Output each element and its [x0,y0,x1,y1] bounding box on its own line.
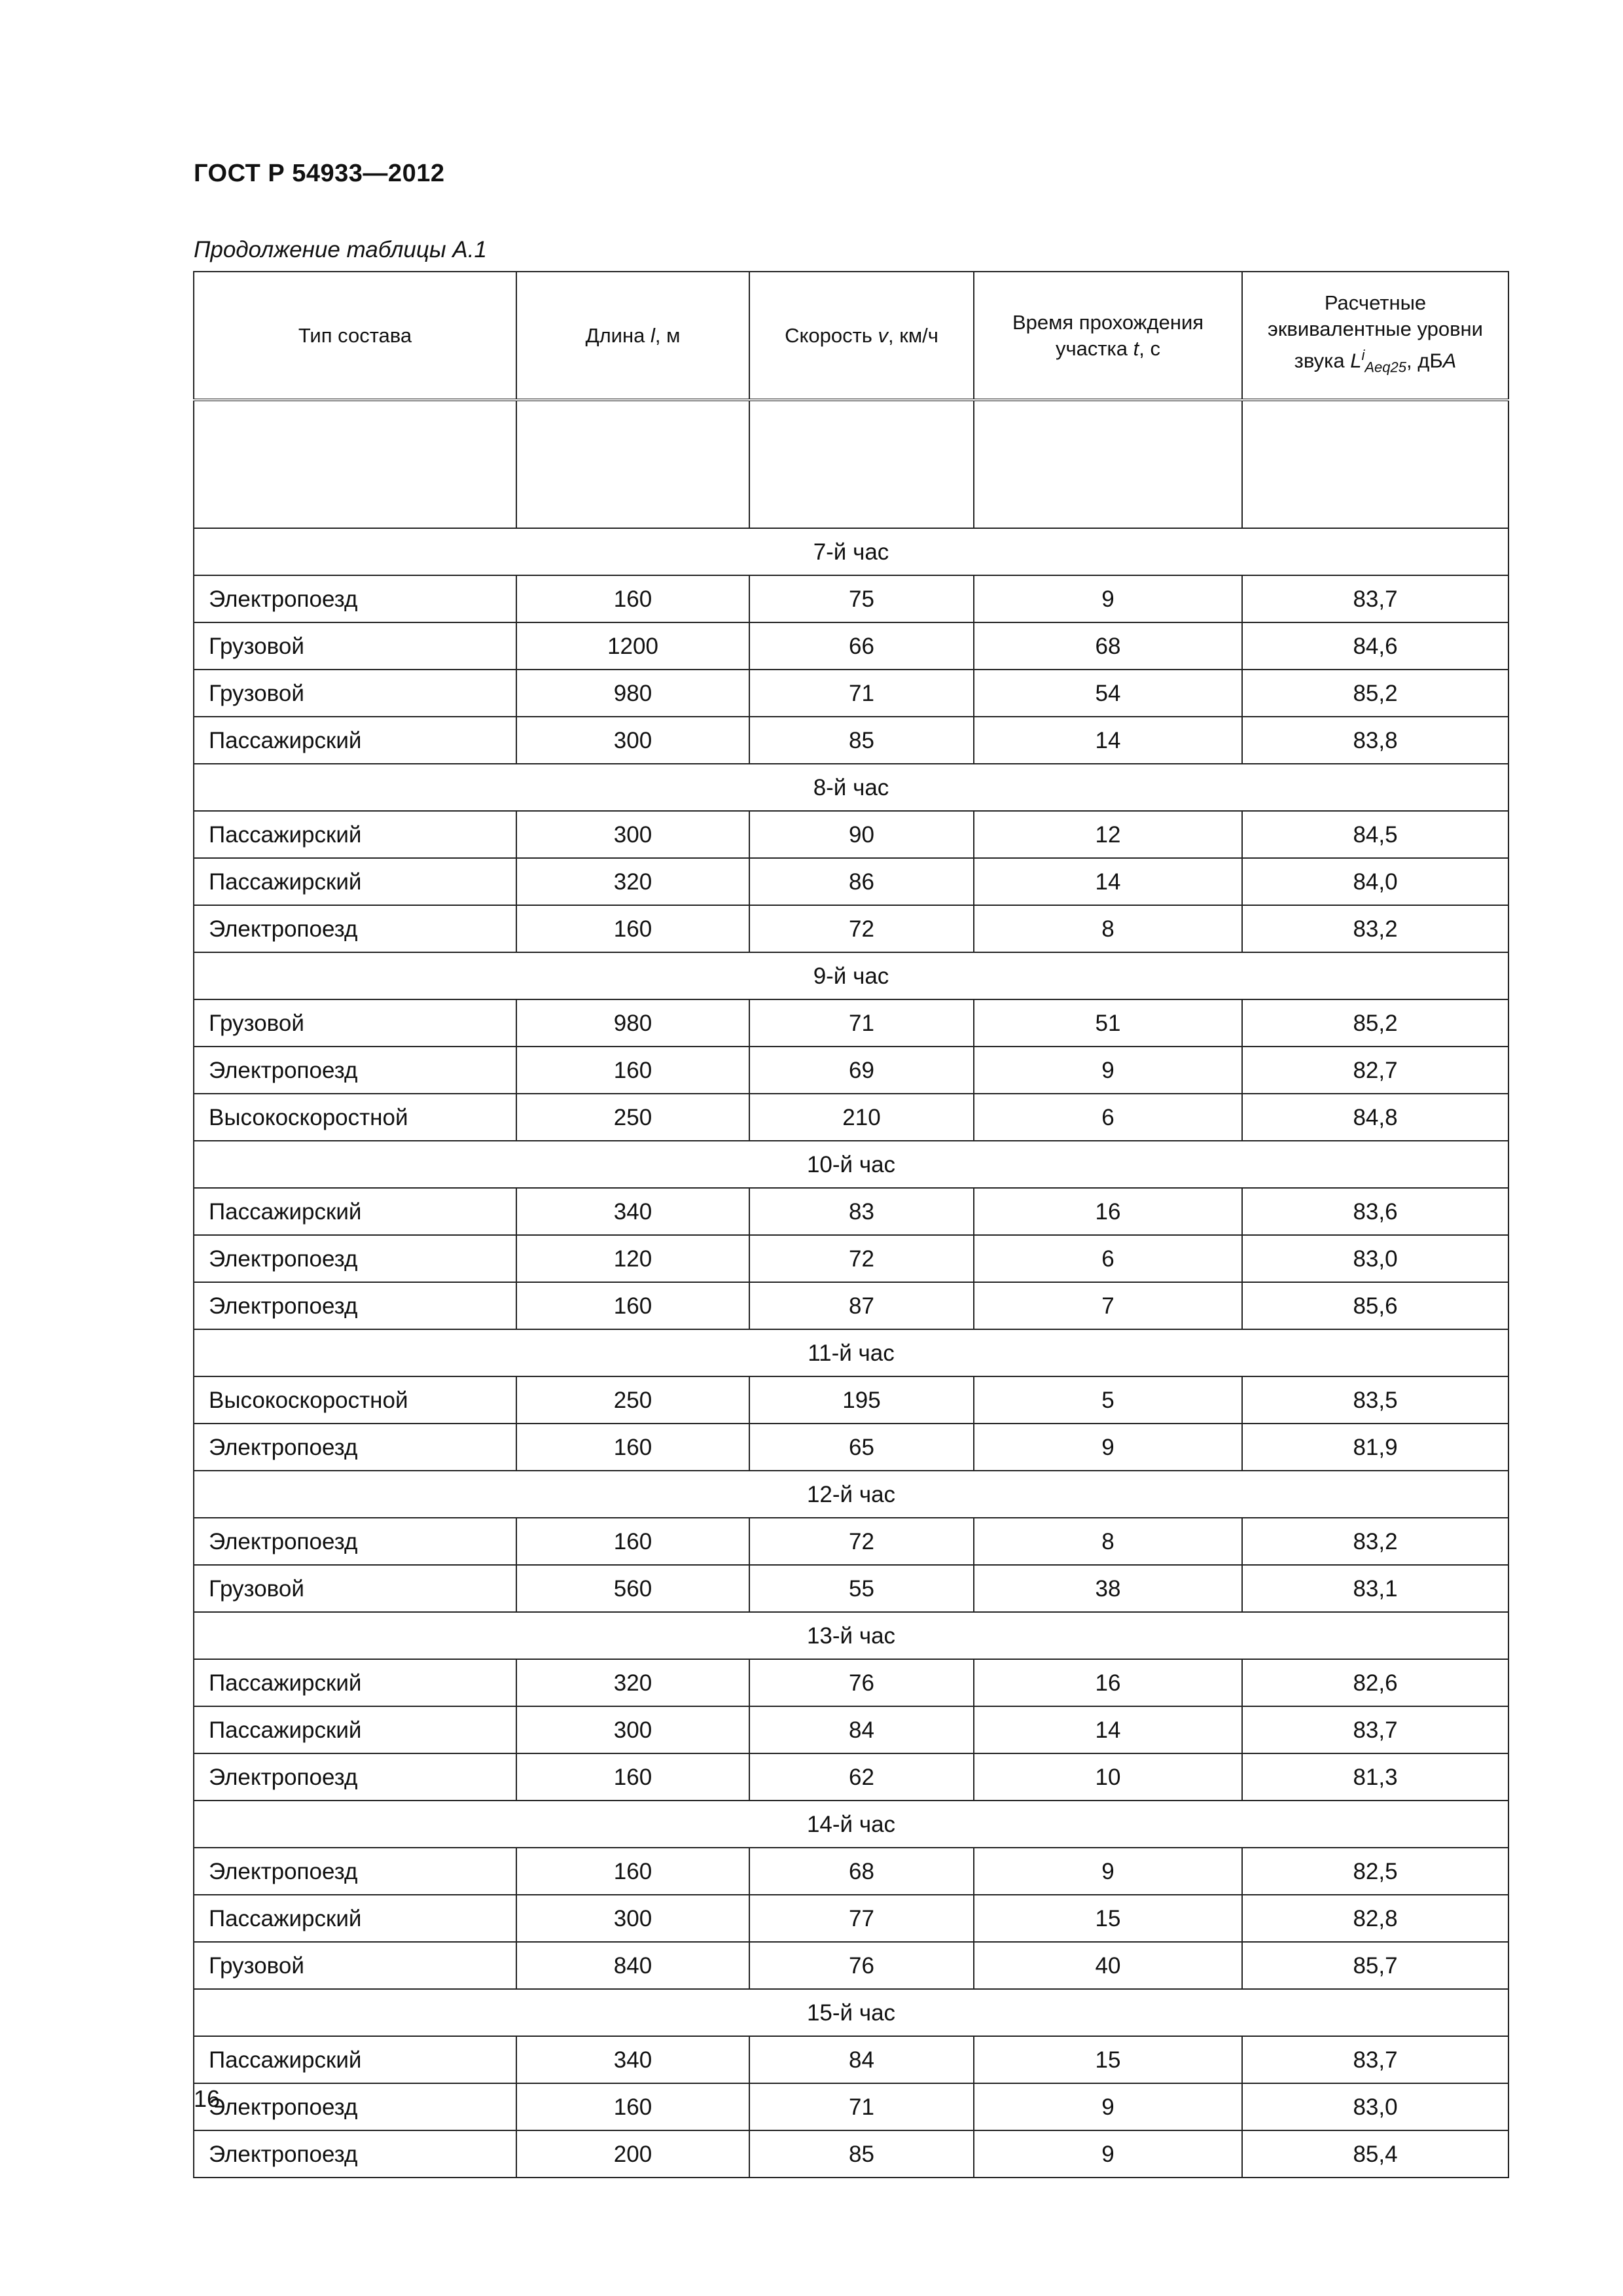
cell-length: 160 [516,1047,749,1094]
cell-time: 6 [974,1094,1242,1141]
table-row [194,811,1508,858]
cell-train-type: Электропоезд [194,1235,516,1282]
group-row [194,1989,1508,2036]
table-row [194,2036,1508,2083]
cell-speed: 66 [749,622,974,670]
cell-time: 10 [974,1753,1242,1801]
cell-train-type: Электропоезд [194,905,516,952]
cell-speed: 85 [749,2130,974,2178]
cell-time: 54 [974,670,1242,717]
table-row [194,905,1508,952]
table-row [194,1518,1508,1565]
cell-train-type: Электропоезд [194,1753,516,1801]
cell-time: 40 [974,1942,1242,1989]
cell-time: 14 [974,1706,1242,1753]
cell-speed: 195 [749,1376,974,1424]
cell-time: 38 [974,1565,1242,1612]
cell-time: 9 [974,1424,1242,1471]
table-row [194,2130,1508,2178]
cell-length: 320 [516,1659,749,1706]
cell-train-type: Пассажирский [194,1895,516,1942]
table-caption: Продолжение таблицы А.1 [194,237,487,262]
cell-time: 14 [974,858,1242,905]
cell-train-type: Электропоезд [194,1282,516,1329]
header-length: Длина l, м [516,272,749,400]
cell-train-type: Грузовой [194,670,516,717]
cell-sound-level: 84,5 [1242,811,1508,858]
cell-speed: 90 [749,811,974,858]
cell-length: 560 [516,1565,749,1612]
group-hour-label: 8-й час [194,764,1508,811]
cell-speed: 84 [749,1706,974,1753]
group-row [194,1141,1508,1188]
group-hour-label: 9-й час [194,952,1508,999]
cell-time: 9 [974,1047,1242,1094]
cell-sound-level: 83,2 [1242,905,1508,952]
cell-sound-level: 85,7 [1242,1942,1508,1989]
cell-speed: 210 [749,1094,974,1141]
cell-time: 9 [974,2083,1242,2130]
cell-time: 9 [974,575,1242,622]
cell-time: 51 [974,999,1242,1047]
cell-length: 160 [516,1282,749,1329]
header-speed: Скорость v, км/ч [749,272,974,400]
group-hour-label: 7-й час [194,528,1508,575]
table-row [194,1659,1508,1706]
group-row [194,1471,1508,1518]
table-row [194,1942,1508,1989]
table-row [194,1424,1508,1471]
cell-speed: 72 [749,905,974,952]
group-hour-label: 12-й час [194,1471,1508,1518]
table-row [194,1895,1508,1942]
table-row [194,1282,1508,1329]
header-sound-level: Расчетные эквивалентные уровни звука $L^i_{Aeq25}$, дБА [1242,272,1508,400]
cell-speed: 68 [749,1848,974,1895]
header-separator [194,400,1508,528]
cell-time: 15 [974,2036,1242,2083]
cell-sound-level: 81,3 [1242,1753,1508,1801]
cell-speed: 62 [749,1753,974,1801]
cell-sound-level: 83,7 [1242,575,1508,622]
cell-sound-level: 83,0 [1242,1235,1508,1282]
table-row [194,622,1508,670]
group-hour-label: 15-й час [194,1989,1508,2036]
cell-speed: 77 [749,1895,974,1942]
group-hour-label: 10-й час [194,1141,1508,1188]
cell-speed: 71 [749,999,974,1047]
group-row [194,1801,1508,1848]
cell-sound-level: 83,0 [1242,2083,1508,2130]
cell-time: 5 [974,1376,1242,1424]
cell-speed: 87 [749,1282,974,1329]
table-row [194,717,1508,764]
cell-length: 300 [516,811,749,858]
cell-speed: 65 [749,1424,974,1471]
cell-speed: 71 [749,670,974,717]
cell-train-type: Электропоезд [194,1047,516,1094]
cell-time: 7 [974,1282,1242,1329]
cell-sound-level: 82,6 [1242,1659,1508,1706]
cell-length: 160 [516,1753,749,1801]
cell-length: 300 [516,717,749,764]
group-row [194,764,1508,811]
cell-sound-level: 82,8 [1242,1895,1508,1942]
table-row [194,1376,1508,1424]
cell-sound-level: 85,2 [1242,670,1508,717]
cell-length: 160 [516,575,749,622]
cell-speed: 86 [749,858,974,905]
cell-length: 980 [516,999,749,1047]
cell-sound-level: 85,6 [1242,1282,1508,1329]
cell-speed: 83 [749,1188,974,1235]
header-train-type: Тип состава [194,272,516,400]
cell-time: 15 [974,1895,1242,1942]
cell-length: 200 [516,2130,749,2178]
cell-time: 8 [974,1518,1242,1565]
cell-sound-level: 83,8 [1242,717,1508,764]
data-table [193,271,1509,2178]
cell-train-type: Пассажирский [194,1659,516,1706]
cell-speed: 76 [749,1942,974,1989]
table-container [193,271,1508,2178]
cell-sound-level: 83,1 [1242,1565,1508,1612]
cell-train-type: Высокоскоростной [194,1094,516,1141]
table-row [194,1188,1508,1235]
cell-train-type: Электропоезд [194,1848,516,1895]
cell-time: 16 [974,1659,1242,1706]
cell-length: 250 [516,1376,749,1424]
cell-length: 250 [516,1094,749,1141]
cell-train-type: Пассажирский [194,717,516,764]
page-number: 16 [194,2085,221,2112]
cell-speed: 84 [749,2036,974,2083]
cell-sound-level: 83,6 [1242,1188,1508,1235]
cell-length: 120 [516,1235,749,1282]
cell-train-type: Электропоезд [194,2130,516,2178]
table-row [194,1753,1508,1801]
cell-length: 160 [516,1424,749,1471]
cell-length: 160 [516,2083,749,2130]
table-body [194,528,1508,2178]
cell-speed: 69 [749,1047,974,1094]
table-header-row [194,272,1508,400]
cell-time: 8 [974,905,1242,952]
cell-sound-level: 81,9 [1242,1424,1508,1471]
cell-time: 14 [974,717,1242,764]
group-row [194,528,1508,575]
cell-sound-level: 82,5 [1242,1848,1508,1895]
cell-sound-level: 85,4 [1242,2130,1508,2178]
group-hour-label: 13-й час [194,1612,1508,1659]
cell-length: 160 [516,1518,749,1565]
cell-length: 980 [516,670,749,717]
table-row [194,1565,1508,1612]
cell-speed: 72 [749,1235,974,1282]
document-header: ГОСТ Р 54933—2012 [194,160,445,187]
cell-sound-level: 83,7 [1242,1706,1508,1753]
cell-train-type: Грузовой [194,1942,516,1989]
cell-train-type: Грузовой [194,622,516,670]
cell-speed: 76 [749,1659,974,1706]
cell-train-type: Электропоезд [194,1518,516,1565]
cell-length: 340 [516,1188,749,1235]
table-row [194,2083,1508,2130]
cell-speed: 85 [749,717,974,764]
cell-length: 300 [516,1895,749,1942]
cell-sound-level: 84,0 [1242,858,1508,905]
cell-time: 68 [974,622,1242,670]
cell-speed: 72 [749,1518,974,1565]
cell-sound-level: 83,2 [1242,1518,1508,1565]
cell-length: 300 [516,1706,749,1753]
cell-time: 9 [974,2130,1242,2178]
table-row [194,575,1508,622]
table-row [194,858,1508,905]
group-row [194,1329,1508,1376]
cell-time: 16 [974,1188,1242,1235]
cell-train-type: Электропоезд [194,2083,516,2130]
table-row [194,1848,1508,1895]
cell-train-type: Пассажирский [194,858,516,905]
cell-train-type: Пассажирский [194,811,516,858]
cell-train-type: Пассажирский [194,1188,516,1235]
cell-time: 6 [974,1235,1242,1282]
cell-length: 160 [516,905,749,952]
group-row [194,1612,1508,1659]
cell-length: 160 [516,1848,749,1895]
group-hour-label: 14-й час [194,1801,1508,1848]
table-row [194,1706,1508,1753]
cell-sound-level: 83,5 [1242,1376,1508,1424]
cell-length: 840 [516,1942,749,1989]
cell-train-type: Высокоскоростной [194,1376,516,1424]
cell-time: 9 [974,1848,1242,1895]
cell-train-type: Электропоезд [194,1424,516,1471]
table-row [194,1047,1508,1094]
cell-length: 1200 [516,622,749,670]
group-hour-label: 11-й час [194,1329,1508,1376]
cell-train-type: Электропоезд [194,575,516,622]
cell-length: 320 [516,858,749,905]
cell-length: 340 [516,2036,749,2083]
cell-speed: 71 [749,2083,974,2130]
table-row [194,1094,1508,1141]
cell-speed: 55 [749,1565,974,1612]
table-row [194,1235,1508,1282]
cell-time: 12 [974,811,1242,858]
cell-train-type: Пассажирский [194,2036,516,2083]
cell-train-type: Грузовой [194,999,516,1047]
header-time: Время прохождения участка t, с [974,272,1242,400]
table-row [194,670,1508,717]
cell-speed: 75 [749,575,974,622]
cell-sound-level: 84,6 [1242,622,1508,670]
cell-train-type: Грузовой [194,1565,516,1612]
cell-sound-level: 85,2 [1242,999,1508,1047]
cell-train-type: Пассажирский [194,1706,516,1753]
group-row [194,952,1508,999]
cell-sound-level: 82,7 [1242,1047,1508,1094]
table-row [194,999,1508,1047]
cell-sound-level: 83,7 [1242,2036,1508,2083]
cell-sound-level: 84,8 [1242,1094,1508,1141]
